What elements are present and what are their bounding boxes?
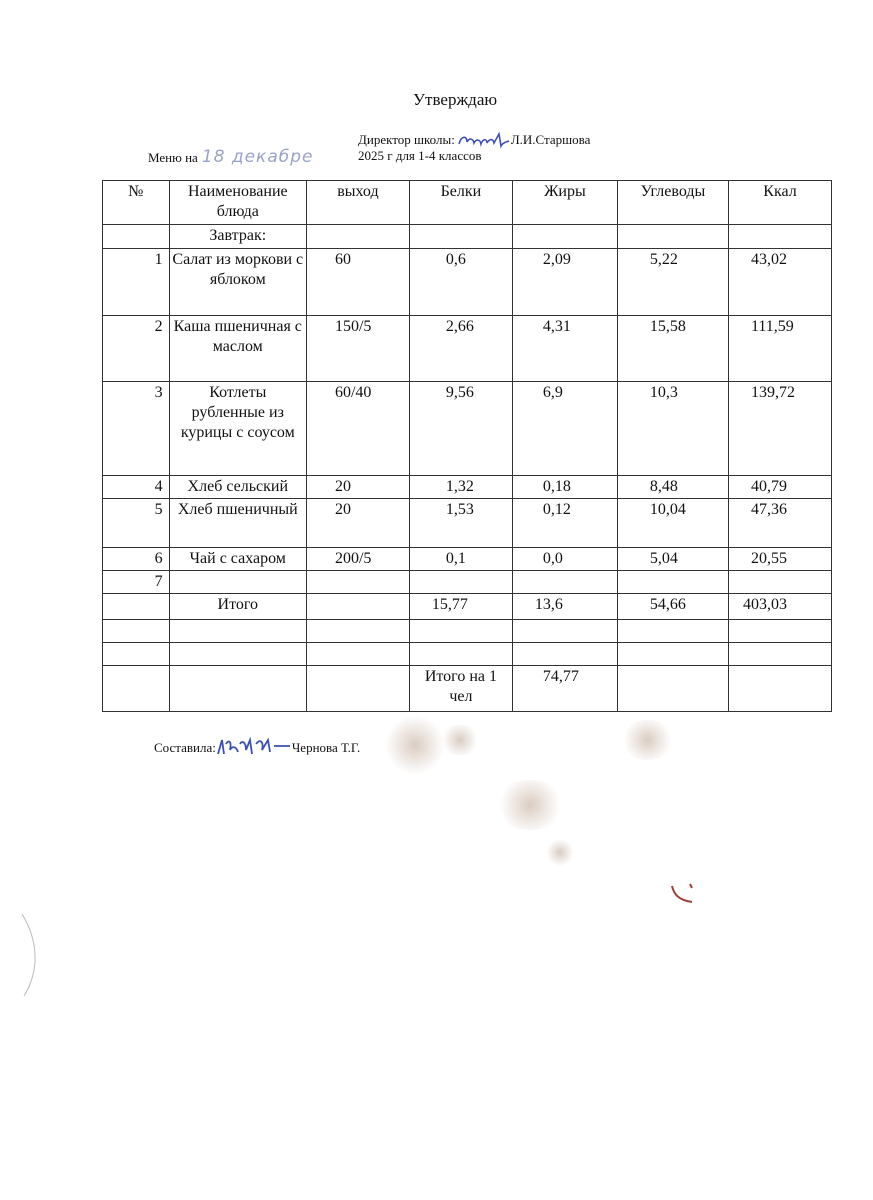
row-number: 2: [103, 316, 170, 382]
dish-name: Хлеб сельский: [169, 476, 306, 499]
dish-protein: 1,53: [409, 499, 512, 548]
director-name: Л.И.Старшова: [510, 132, 591, 147]
page-edge-mark: [18, 910, 44, 1000]
dish-kcal: [728, 571, 831, 594]
header-cell: выход: [306, 181, 409, 225]
dish-kcal: 40,79: [728, 476, 831, 499]
dish-output: 200/5: [306, 548, 409, 571]
scan-stain: [440, 725, 480, 755]
dish-name: Хлеб пшеничный: [169, 499, 306, 548]
dish-fat: 0,0: [512, 548, 617, 571]
dish-protein: 2,66: [409, 316, 512, 382]
row-number: 4: [103, 476, 170, 499]
row-number: 6: [103, 548, 170, 571]
empty-row: [103, 620, 832, 643]
dish-fat: 0,12: [512, 499, 617, 548]
table-row: [103, 249, 832, 316]
table-row: [103, 571, 832, 594]
dish-protein: 0,1: [409, 548, 512, 571]
dish-name: Котлеты рубленные из курицы с соусом: [169, 382, 306, 476]
dish-name: [169, 571, 306, 594]
director-line: [358, 130, 590, 150]
compiler-name: Чернова Т.Г.: [291, 740, 361, 755]
total-protein: 15,77: [409, 594, 512, 620]
director-label: Директор школы:: [358, 132, 455, 147]
dish-kcal: 47,36: [728, 499, 831, 548]
dish-output: 20: [306, 476, 409, 499]
ink-mark: [668, 880, 698, 910]
approve-heading: Утверждаю: [413, 90, 498, 109]
section-label: Завтрак:: [169, 225, 306, 249]
row-number: 7: [103, 571, 170, 594]
empty-row: [103, 643, 832, 666]
menu-year-line: 2025 г для 1-4 классов: [358, 148, 482, 163]
per-person-row: [103, 666, 832, 712]
table-header-row: [103, 181, 832, 225]
dish-protein: [409, 571, 512, 594]
header-cell: Ккал: [728, 181, 831, 225]
total-row: [103, 594, 832, 620]
scan-stain: [495, 780, 565, 830]
header-cell: №: [103, 181, 170, 225]
dish-name: Чай с сахаром: [169, 548, 306, 571]
dish-output: 60/40: [306, 382, 409, 476]
dish-fat: 6,9: [512, 382, 617, 476]
menu-prefix: Меню на: [148, 150, 198, 165]
dish-output: 60: [306, 249, 409, 316]
dish-fat: [512, 571, 617, 594]
header-cell: Наименование блюда: [169, 181, 306, 225]
table-row: [103, 316, 832, 382]
table-row: [103, 499, 832, 548]
dish-kcal: 43,02: [728, 249, 831, 316]
dish-kcal: 20,55: [728, 548, 831, 571]
director-signature: [455, 130, 511, 150]
dish-kcal: 111,59: [728, 316, 831, 382]
row-number: 1: [103, 249, 170, 316]
compiler-signature: [216, 736, 292, 758]
dish-fat: 4,31: [512, 316, 617, 382]
menu-date-handwritten: 18 декабре: [201, 147, 314, 167]
total-label: Итого: [169, 594, 306, 620]
dish-name: Каша пшеничная с маслом: [169, 316, 306, 382]
dish-carbs: 15,58: [617, 316, 728, 382]
dish-carbs: 8,48: [617, 476, 728, 499]
row-number: 5: [103, 499, 170, 548]
per-person-value: 74,77: [512, 666, 617, 712]
scan-stain: [545, 840, 575, 865]
dish-output: 20: [306, 499, 409, 548]
dish-protein: 1,32: [409, 476, 512, 499]
dish-carbs: 10,04: [617, 499, 728, 548]
row-number: 3: [103, 382, 170, 476]
table-row: [103, 476, 832, 499]
section-row: [103, 225, 832, 249]
scan-stain: [620, 720, 675, 760]
dish-carbs: 10,3: [617, 382, 728, 476]
menu-table: [102, 180, 832, 712]
dish-protein: 9,56: [409, 382, 512, 476]
dish-carbs: 5,04: [617, 548, 728, 571]
dish-kcal: 139,72: [728, 382, 831, 476]
compiler-line: [154, 736, 360, 758]
dish-carbs: [617, 571, 728, 594]
dish-protein: 0,6: [409, 249, 512, 316]
header-cell: Белки: [409, 181, 512, 225]
table-row: [103, 548, 832, 571]
menu-date-line: [148, 147, 317, 167]
total-carbs: 54,66: [617, 594, 728, 620]
per-person-label: Итого на 1 чел: [409, 666, 512, 712]
dish-fat: 0,18: [512, 476, 617, 499]
dish-output: 150/5: [306, 316, 409, 382]
dish-name: Салат из моркови с яблоком: [169, 249, 306, 316]
total-kcal: 403,03: [728, 594, 831, 620]
scan-stain: [385, 715, 445, 775]
header-cell: Жиры: [512, 181, 617, 225]
dish-output: [306, 571, 409, 594]
compiler-label: Составила:: [154, 740, 216, 755]
dish-carbs: 5,22: [617, 249, 728, 316]
table-row: [103, 382, 832, 476]
total-fat: 13,6: [512, 594, 617, 620]
header-cell: Углеводы: [617, 181, 728, 225]
dish-fat: 2,09: [512, 249, 617, 316]
